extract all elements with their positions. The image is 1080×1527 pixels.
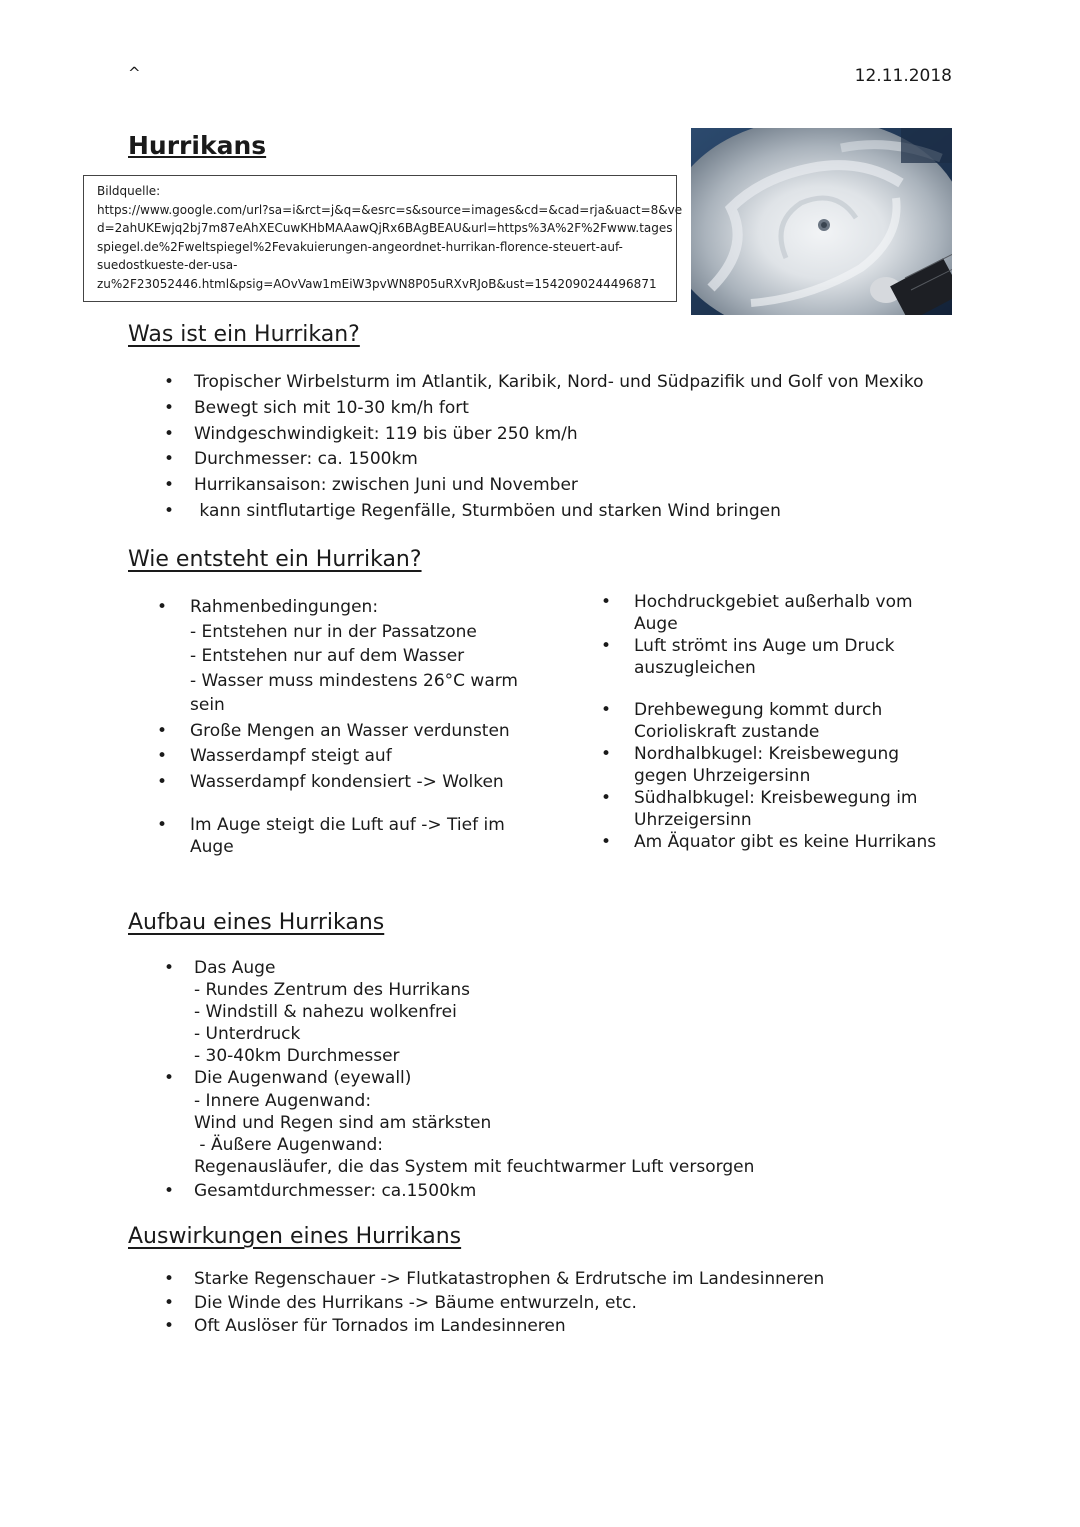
- list-item: [601, 787, 941, 831]
- image-source-label: Bildquelle:: [97, 184, 161, 198]
- image-source-box: [83, 175, 683, 302]
- rahmen-label: • Rahmenbedingungen:: [190, 597, 379, 617]
- image-source-url-line[interactable]: zu%2F23052446.html&psig=AOvVaw1mEiW3pvWN8P05uRXvRJoB&ust=1542090244496871: [97, 276, 657, 291]
- list-item: [157, 595, 537, 718]
- section-heading-auswirkungen: Auswirkungen eines Hurrikans: [128, 1224, 462, 1249]
- section-heading-aufbau: Aufbau eines Hurrikans: [128, 910, 385, 935]
- rahmen-sub: - Entstehen nur auf dem Wasser: [190, 646, 465, 666]
- list-text: • Südhalbkugel: Kreisbewegung im: [634, 788, 918, 808]
- list-text: gegen Uhrzeigersinn: [634, 766, 811, 786]
- caret-mark: ^: [128, 64, 141, 82]
- list-item: [164, 957, 754, 1067]
- list-text: Auge: [634, 614, 678, 634]
- list-item: • kann sintflutartige Regenfälle, Sturmböen und starken Wind bringen: [164, 499, 923, 525]
- augenwand-sub: - Innere Augenwand:: [194, 1090, 372, 1111]
- list-text: Corioliskraft zustande: [634, 722, 820, 742]
- section-heading-wie-entsteht: Wie entsteht ein Hurrikan?: [128, 547, 422, 572]
- list-auswirkungen: [164, 1268, 824, 1339]
- list-wie-right: [601, 591, 941, 853]
- rahmen-sub: - Wasser muss mindestens 26°C warm: [190, 670, 518, 691]
- list-text: • Am Äquator gibt es keine Hurrikans: [634, 832, 937, 852]
- list-aufbau: [164, 957, 754, 1202]
- list-item: • Tropischer Wirbelsturm im Atlantik, Karibik, Nord- und Südpazifik und Golf von Mexiko: [164, 370, 923, 396]
- list-wie-left: [157, 595, 537, 858]
- auge-line: Auge: [190, 837, 234, 857]
- auge-sub: - Windstill & nahezu wolkenfrei: [194, 1002, 457, 1023]
- list-text: • Luft strömt ins Auge um Druck: [634, 636, 895, 656]
- list-item: • Große Mengen an Wasser verdunsten: [157, 719, 537, 744]
- list-item: [157, 814, 537, 858]
- list-text: • Nordhalbkugel: Kreisbewegung: [634, 744, 900, 764]
- list-item: [601, 699, 941, 743]
- list-item: [164, 1067, 754, 1177]
- list-item: [601, 635, 941, 679]
- list-item: [601, 591, 941, 635]
- auge-sub: - 30-40km Durchmesser: [194, 1046, 400, 1067]
- list-was-ist: [164, 370, 923, 525]
- auge-sub: - Rundes Zentrum des Hurrikans: [194, 980, 470, 1001]
- list-item: • Bewegt sich mit 10-30 km/h fort: [164, 396, 923, 422]
- list-item: [601, 831, 941, 853]
- augenwand-sub: Regenausläufer, die das System mit feuchtwarmer Luft versorgen: [194, 1156, 755, 1177]
- auge-sub: - Unterdruck: [194, 1024, 301, 1045]
- list-text: • Drehbewegung kommt durch: [634, 700, 883, 720]
- list-text: • Hochdruckgebiet außerhalb vom: [634, 592, 913, 612]
- rahmen-sub: - Entstehen nur in der Passatzone: [190, 621, 477, 642]
- image-source-url-line[interactable]: https://www.google.com/url?sa=i&rct=j&q=&esrc=s&source=images&cd=&cad=rja&uact=8&ve: [97, 202, 683, 217]
- list-item: • Die Winde des Hurrikans -> Bäume entwurzeln, etc.: [164, 1292, 824, 1316]
- list-item: [601, 743, 941, 787]
- list-item: • Oft Auslöser für Tornados im Landesinneren: [164, 1315, 824, 1339]
- list-item: • Hurrikansaison: zwischen Juni und November: [164, 473, 923, 499]
- section-heading-was-ist: Was ist ein Hurrikan?: [128, 322, 360, 347]
- list-item: • Starke Regenschauer -> Flutkatastrophen & Erdrutsche im Landesinneren: [164, 1268, 824, 1292]
- image-source-url-line[interactable]: d=2ahUKEwjq2bj7m87eAhXECuwKHbMAAawQjRx6BAgBEAU&url=https%3A%2F%2Fwww.tages: [97, 221, 673, 235]
- auge-label: • Das Auge: [194, 958, 276, 978]
- auge-line: • Im Auge steigt die Luft auf -> Tief im: [190, 815, 505, 835]
- hurricane-satellite-photo: [691, 128, 952, 315]
- augenwand-sub: Wind und Regen sind am stärksten: [194, 1112, 492, 1133]
- page-title: Hurrikans: [128, 131, 267, 160]
- list-item: • Wasserdampf kondensiert -> Wolken: [157, 770, 537, 795]
- list-item: • Durchmesser: ca. 1500km: [164, 447, 923, 473]
- augenwand-label: • Die Augenwand (eyewall): [194, 1068, 412, 1089]
- list-item: • Wasserdampf steigt auf: [157, 744, 537, 769]
- rahmen-sub: sein: [190, 695, 225, 715]
- image-source-url-line[interactable]: suedostkueste-der-usa-: [97, 258, 238, 272]
- augenwand-sub: - Äußere Augenwand:: [194, 1134, 384, 1155]
- image-source-url-line[interactable]: spiegel.de%2Fweltspiegel%2Fevakuierungen-angeordnet-hurrikan-florence-steuert-auf-: [97, 239, 623, 254]
- list-text: Uhrzeigersinn: [634, 810, 752, 830]
- list-item: • Windgeschwindigkeit: 119 bis über 250 km/h: [164, 422, 923, 448]
- list-item: • Gesamtdurchmesser: ca.1500km: [164, 1180, 754, 1202]
- document-date: 12.11.2018: [854, 66, 952, 86]
- list-text: auszugleichen: [634, 658, 756, 678]
